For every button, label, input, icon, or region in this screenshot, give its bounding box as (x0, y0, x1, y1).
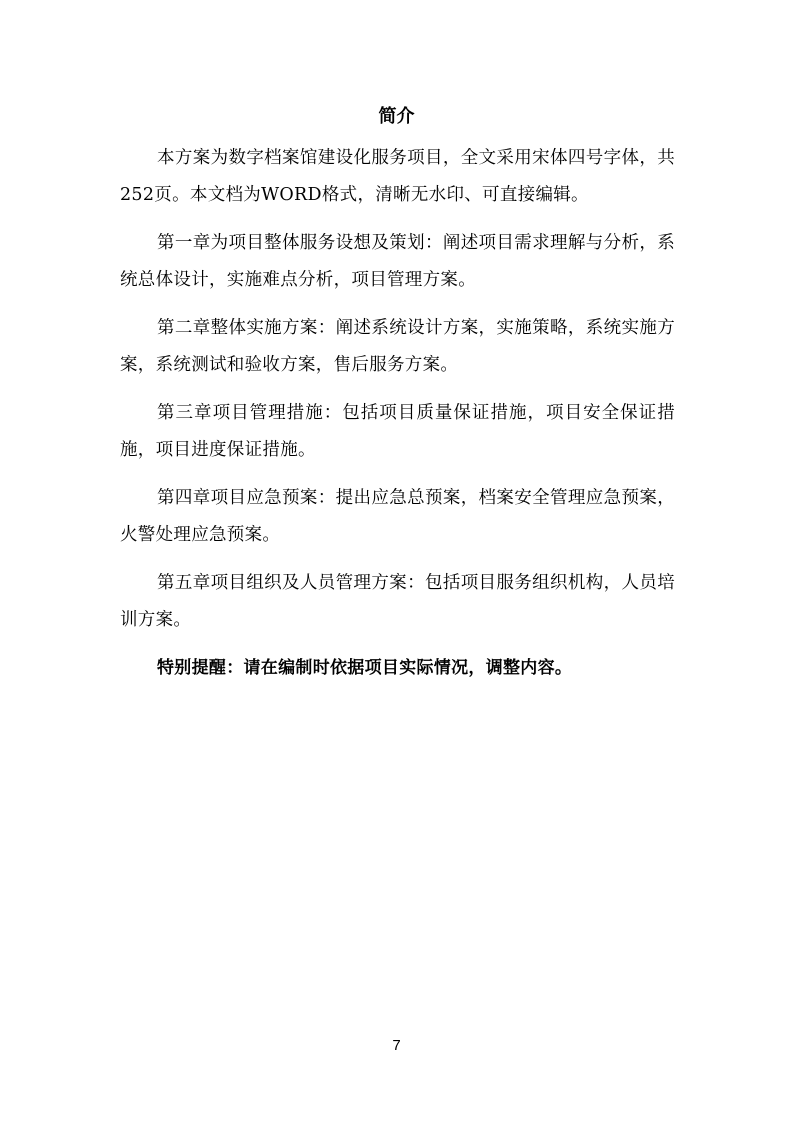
chapter-five-paragraph: 第五章项目组织及人员管理方案：包括项目服务组织机构，人员培训方案。 (120, 573, 675, 630)
special-notice: 特别提醒：请在编制时依据项目实际情况，调整内容。 (157, 658, 573, 678)
chapter-three-paragraph: 第三章项目管理措施：包括项目质量保证措施，项目安全保证措施，项目进度保证措施。 (120, 403, 675, 460)
intro-paragraph: 本方案为数字档案馆建设化服务项目，全文采用宋体四号字体，共252页。本文档为WORD格式，清晰无水印、可直接编辑。 (120, 148, 675, 205)
page-title: 简介 (378, 106, 415, 127)
page-number: 7 (392, 1037, 401, 1054)
chapter-four-paragraph: 第四章项目应急预案：提出应急总预案，档案安全管理应急预案，火警处理应急预案。 (120, 488, 675, 545)
chapter-two-paragraph: 第二章整体实施方案：阐述系统设计方案，实施策略，系统实施方案，系统测试和验收方案，售后服务方案。 (120, 318, 675, 375)
chapter-one-paragraph: 第一章为项目整体服务设想及策划：阐述项目需求理解与分析，系统总体设计，实施难点分析，项目管理方案。 (120, 233, 675, 290)
document-body (120, 140, 675, 698)
